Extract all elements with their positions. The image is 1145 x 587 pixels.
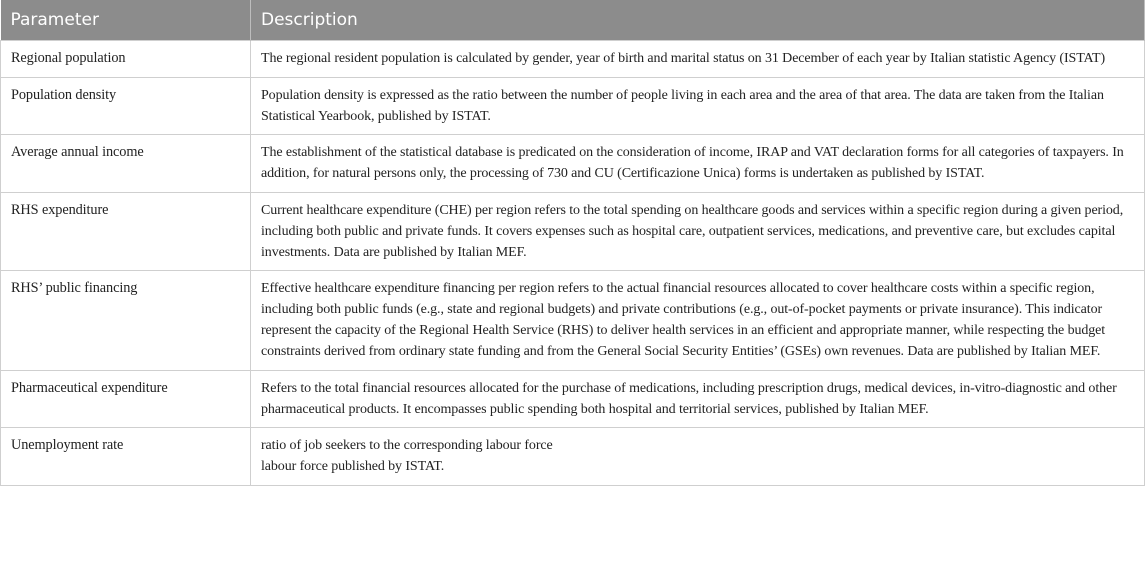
parameter-cell: RHS’ public financing bbox=[1, 271, 251, 371]
description-cell bbox=[251, 428, 1145, 486]
parameter-cell: Average annual income bbox=[1, 135, 251, 193]
table-row bbox=[1, 77, 1145, 135]
header-row bbox=[1, 0, 1145, 41]
description-cell: Population density is expressed as the ratio between the number of people living in each area and the area of that area. The data are taken from the Italian Statistical Yearbook, published by ISTAT. bbox=[251, 77, 1145, 135]
parameter-cell: Population density bbox=[1, 77, 251, 135]
table-row bbox=[1, 41, 1145, 78]
table-row bbox=[1, 192, 1145, 271]
table-row bbox=[1, 271, 1145, 371]
table-row bbox=[1, 370, 1145, 428]
description-line: ratio of job seekers to the corresponding labour force bbox=[261, 438, 553, 453]
parameter-cell: Pharmaceutical expenditure bbox=[1, 370, 251, 428]
parameter-cell: Regional population bbox=[1, 41, 251, 78]
table-row bbox=[1, 428, 1145, 486]
parameter-cell: Unemployment rate bbox=[1, 428, 251, 486]
header-parameter: Parameter bbox=[1, 0, 251, 41]
parameter-cell: RHS expenditure bbox=[1, 192, 251, 271]
description-cell: Current healthcare expenditure (CHE) per region refers to the total spending on healthcare goods and services within a specific region during a given period, including both public and private funds. It covers expenses such as hospital care, outpatient services, medications, and preventive care, but excludes capital investments. Data are published by Italian MEF. bbox=[251, 192, 1145, 271]
header-description: Description bbox=[251, 0, 1145, 41]
description-cell: The regional resident population is calculated by gender, year of birth and marital status on 31 December of each year by Italian statistic Agency (ISTAT) bbox=[251, 41, 1145, 78]
table-row bbox=[1, 135, 1145, 193]
description-cell: The establishment of the statistical database is predicated on the consideration of income, IRAP and VAT declaration forms for all categories of taxpayers. In addition, for natural persons only, the processing of 730 and CU (Certificazione Unica) forms is undertaken as published by ISTAT. bbox=[251, 135, 1145, 193]
description-cell: Refers to the total financial resources allocated for the purchase of medications, including prescription drugs, medical devices, in-vitro-diagnostic and other pharmaceutical products. It encompasses public spending both hospital and territorial services, published by Italian MEF. bbox=[251, 370, 1145, 428]
description-cell: Effective healthcare expenditure financing per region refers to the actual financial resources allocated to cover healthcare costs within a specific region, including both public funds (e.g., state and regional budgets) and private contributions (e.g., out-of-pocket payments or private insurance). This indicator represent the capacity of the Regional Health Service (RHS) to deliver health services in an efficient and appropriate manner, while respecting the budget constraints derived from ordinary state funding and from the General Social Security Entities’ (GSEs) own revenues. Data are published by Italian MEF. bbox=[251, 271, 1145, 371]
description-line: labour force published by ISTAT. bbox=[261, 459, 445, 474]
